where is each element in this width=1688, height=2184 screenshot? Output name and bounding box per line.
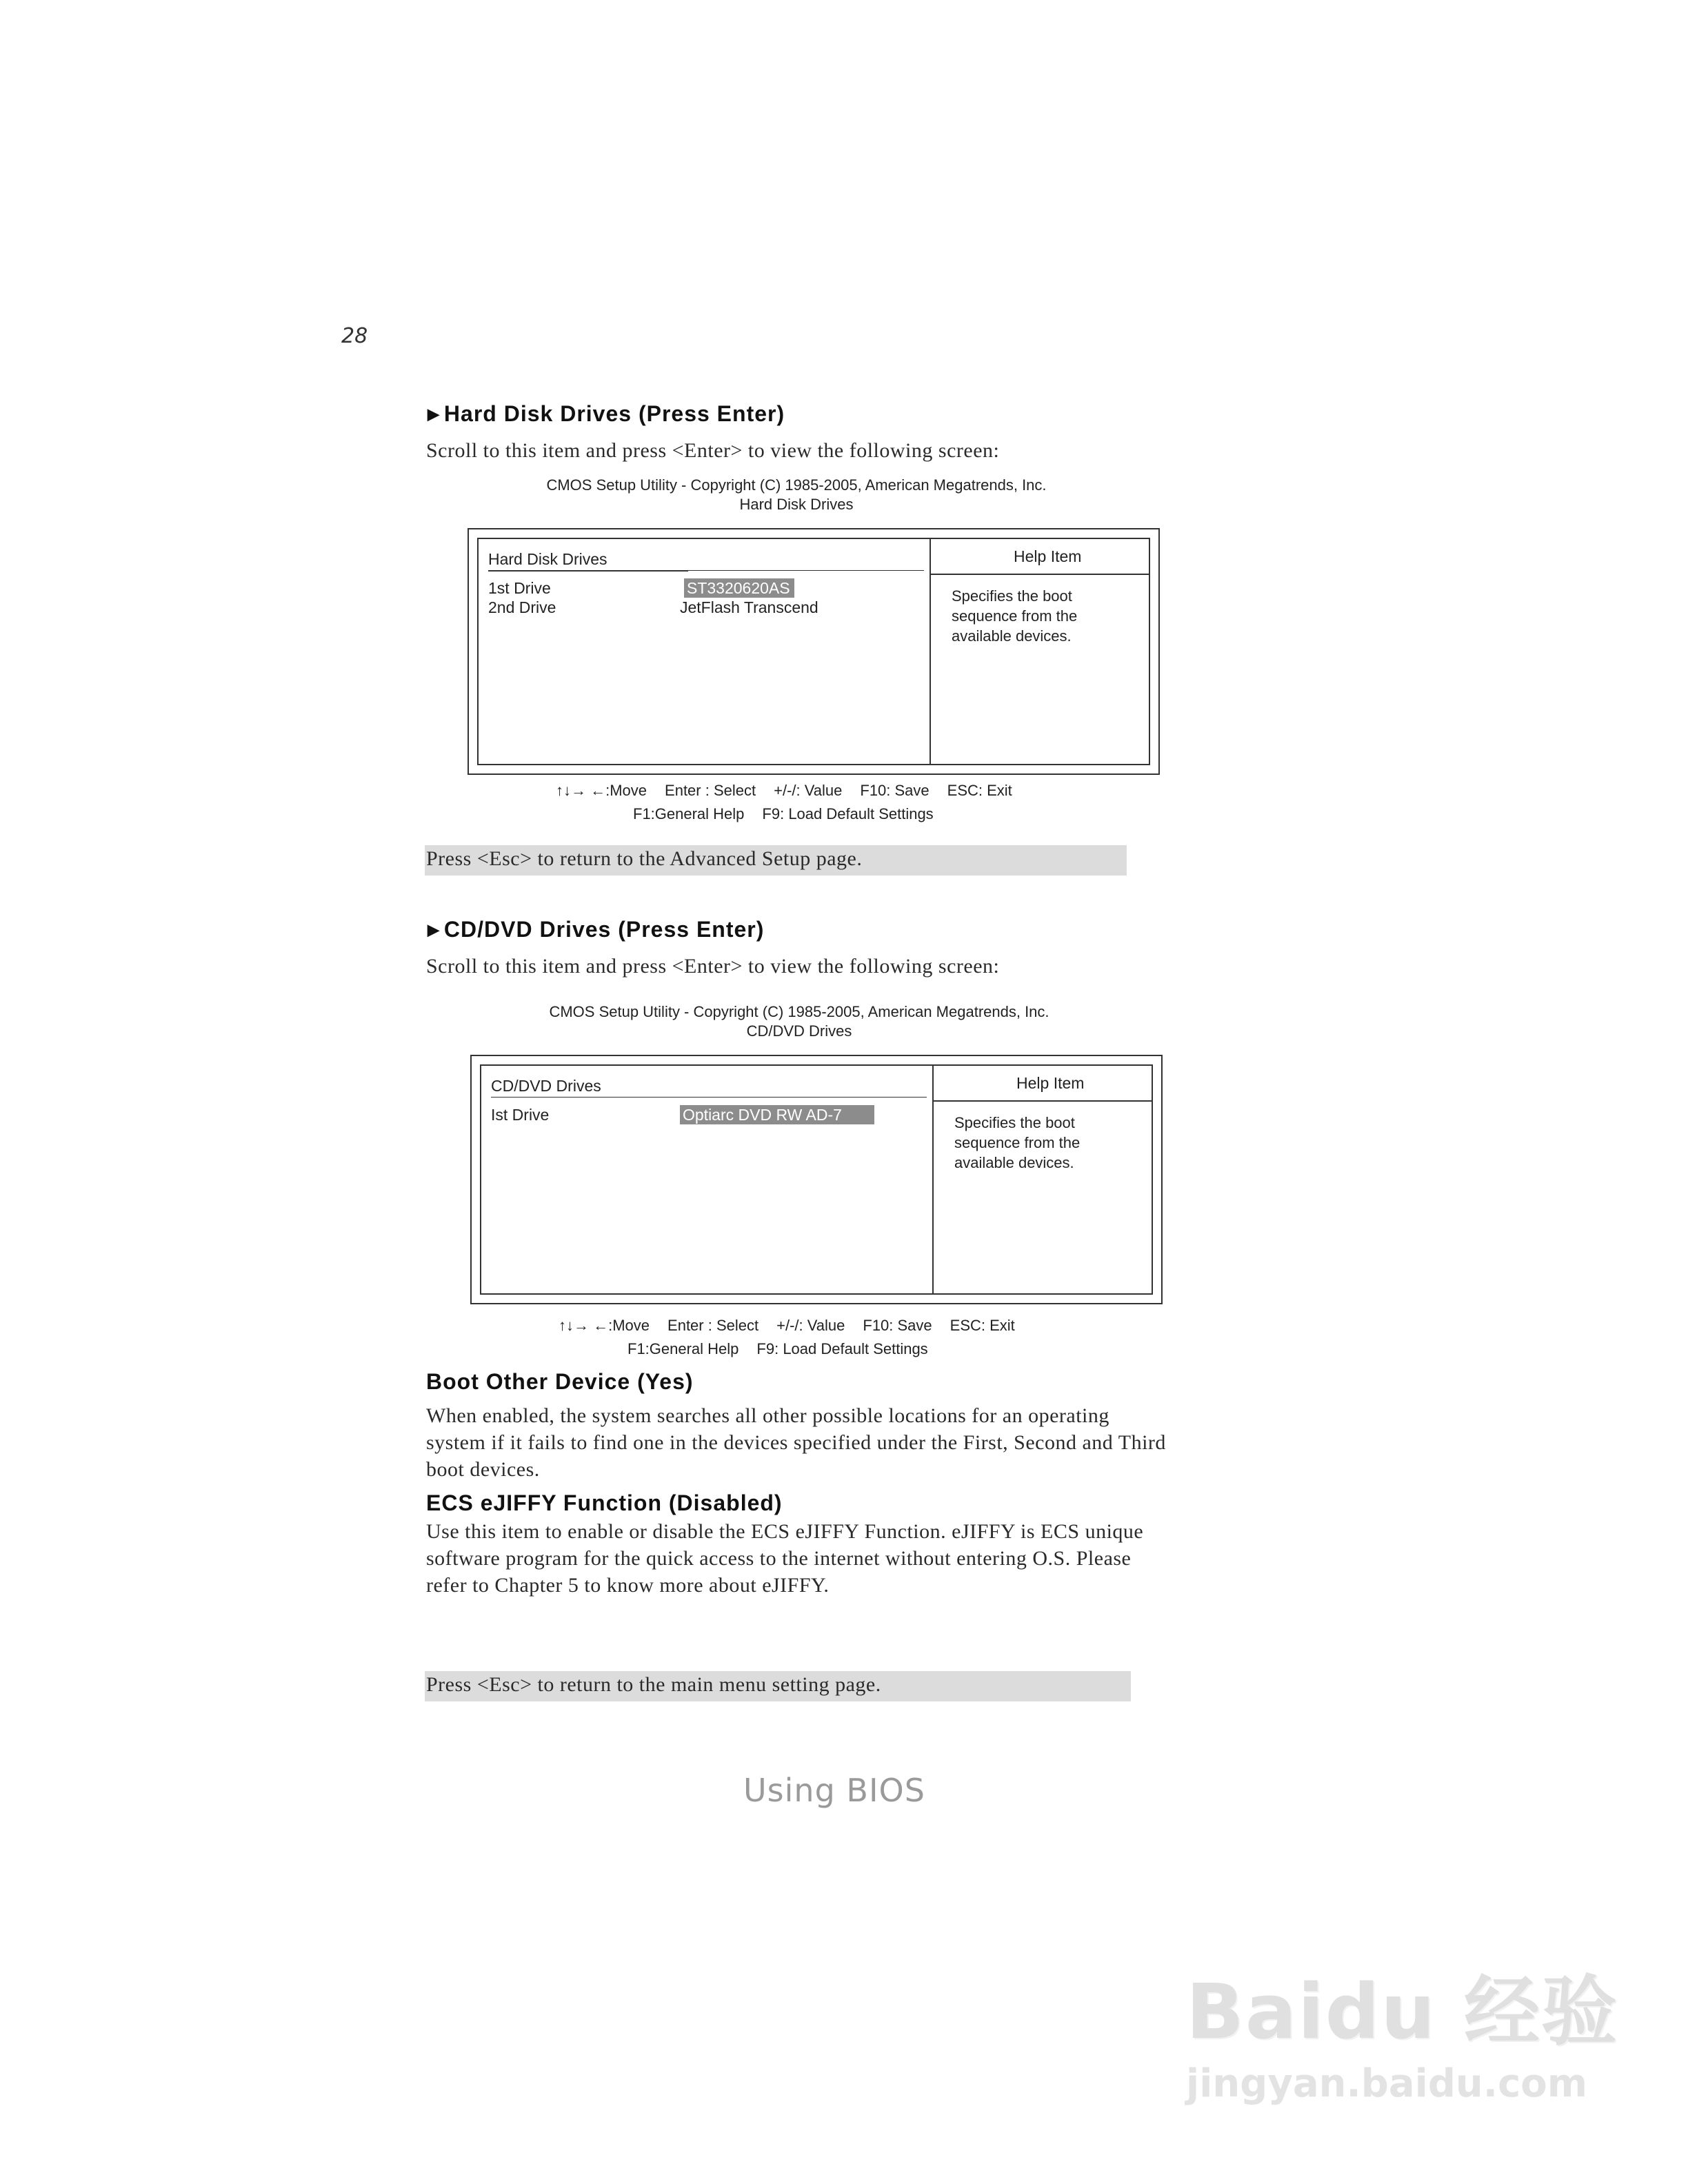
hdd-bios-window [468, 528, 1160, 775]
boot-other-heading: Boot Other Device (Yes) [426, 1369, 694, 1394]
boot-other-body [426, 1402, 1209, 1483]
cd-panel-rule [491, 1097, 927, 1098]
key-defaults: F9: Load Default Settings [756, 1340, 928, 1357]
hdd-panel-divider [930, 538, 931, 765]
cd-keys-line1 [559, 1317, 1033, 1335]
hdd-row-1-label: 1st Drive [488, 579, 551, 597]
key-select: Enter : Select [667, 1317, 759, 1334]
hdd-bios-title-line1: CMOS Setup Utility - Copyright (C) 1985-2005, American Megatrends, Inc. [546, 476, 1047, 494]
cd-heading [428, 917, 764, 942]
hdd-panel-rule [488, 570, 924, 571]
cd-bios-title [416, 1002, 1182, 1041]
cd-intro: Scroll to this item and press <Enter> to view the following screen: [426, 955, 1000, 978]
hdd-help-line: Specifies the boot [952, 587, 1072, 605]
key-save: F10: Save [863, 1317, 932, 1334]
hdd-help-header: Help Item [1014, 547, 1082, 565]
ejiffy-line: Use this item to enable or disable the ECS eJIFFY Function. eJIFFY is ECS unique [426, 1520, 1144, 1543]
page-number: 28 [341, 324, 368, 348]
cd-bios-title-line1: CMOS Setup Utility - Copyright (C) 1985-2005, American Megatrends, Inc. [549, 1003, 1049, 1020]
key-help: F1:General Help [627, 1340, 739, 1357]
ejiffy-body [426, 1518, 1209, 1599]
cd-row-1-value[interactable]: Optiarc DVD RW AD-7 [680, 1105, 874, 1124]
cd-keys-line2 [627, 1340, 946, 1358]
hdd-heading [428, 401, 785, 427]
cd-bios-window [470, 1055, 1163, 1304]
hdd-row-2-value[interactable]: JetFlash Transcend [680, 598, 818, 616]
hdd-panel-title: Hard Disk Drives [488, 550, 607, 568]
cd-help-header-rule [932, 1100, 1153, 1102]
baidu-watermark-logo: Baidu 经验 [1186, 1968, 1619, 2056]
triangle-bullet-icon: ▶ [428, 921, 440, 938]
cd-help-header: Help Item [1016, 1074, 1085, 1092]
key-exit: ESC: Exit [950, 1317, 1015, 1334]
cd-bios-inner-frame [480, 1064, 1153, 1295]
cd-bios-title-line2: CD/DVD Drives [746, 1022, 852, 1040]
key-defaults: F9: Load Default Settings [762, 805, 934, 822]
cd-row-1-label: Ist Drive [491, 1106, 550, 1124]
hdd-heading-text: Hard Disk Drives (Press Enter) [443, 401, 785, 426]
ejiffy-heading: ECS eJIFFY Function (Disabled) [426, 1490, 783, 1515]
cd-panel-divider [932, 1064, 934, 1295]
cd-heading-text: CD/DVD Drives (Press Enter) [443, 917, 765, 942]
key-value: +/-/: Value [774, 782, 843, 799]
ejiffy-line: software program for the quick access to the internet without entering O.S. Please [426, 1547, 1132, 1570]
cd-help-line: available devices. [954, 1154, 1074, 1171]
key-select: Enter : Select [665, 782, 756, 799]
hdd-keys-line2 [633, 805, 952, 823]
hdd-help-line: available devices. [952, 627, 1072, 645]
key-help: F1:General Help [633, 805, 745, 822]
hdd-bios-inner-frame [477, 538, 1150, 765]
boot-other-line: When enabled, the system searches all other possible locations for an operating [426, 1404, 1109, 1427]
ejiffy-line: refer to Chapter 5 to know more about eJIFFY. [426, 1574, 830, 1597]
hdd-keys-line1 [556, 782, 1030, 800]
boot-other-line: boot devices. [426, 1458, 540, 1481]
cd-help-line: Specifies the boot [954, 1114, 1075, 1131]
cd-help-line: sequence from the [954, 1134, 1081, 1151]
hdd-bios-title [414, 476, 1179, 514]
cd-help-body [954, 1113, 1080, 1173]
hdd-row-1-value[interactable]: ST3320620AS [684, 578, 794, 598]
hdd-help-body [952, 586, 1077, 646]
key-value: +/-/: Value [776, 1317, 845, 1334]
footer-section-title: Using BIOS [743, 1772, 925, 1809]
hdd-help-line: sequence from the [952, 607, 1078, 625]
hdd-row-2-label: 2nd Drive [488, 598, 556, 616]
cd-panel-title: CD/DVD Drives [491, 1077, 601, 1095]
hdd-help-header-rule [930, 574, 1150, 575]
key-exit: ESC: Exit [947, 782, 1012, 799]
main-esc-note: Press <Esc> to return to the main menu setting page. [425, 1671, 1131, 1701]
boot-other-line: system if it fails to find one in the devices specified under the First, Second and Third [426, 1431, 1166, 1454]
hdd-bios-title-line2: Hard Disk Drives [739, 496, 854, 513]
baidu-watermark-url: jingyan.baidu.com [1186, 2061, 1588, 2106]
key-move: ↑↓→ ←:Move [556, 782, 647, 799]
hdd-intro: Scroll to this item and press <Enter> to view the following screen: [426, 439, 1000, 462]
key-save: F10: Save [860, 782, 930, 799]
key-move: ↑↓→ ←:Move [559, 1317, 650, 1334]
hdd-esc-note: Press <Esc> to return to the Advanced Setup page. [425, 845, 1127, 876]
triangle-bullet-icon: ▶ [428, 405, 440, 423]
